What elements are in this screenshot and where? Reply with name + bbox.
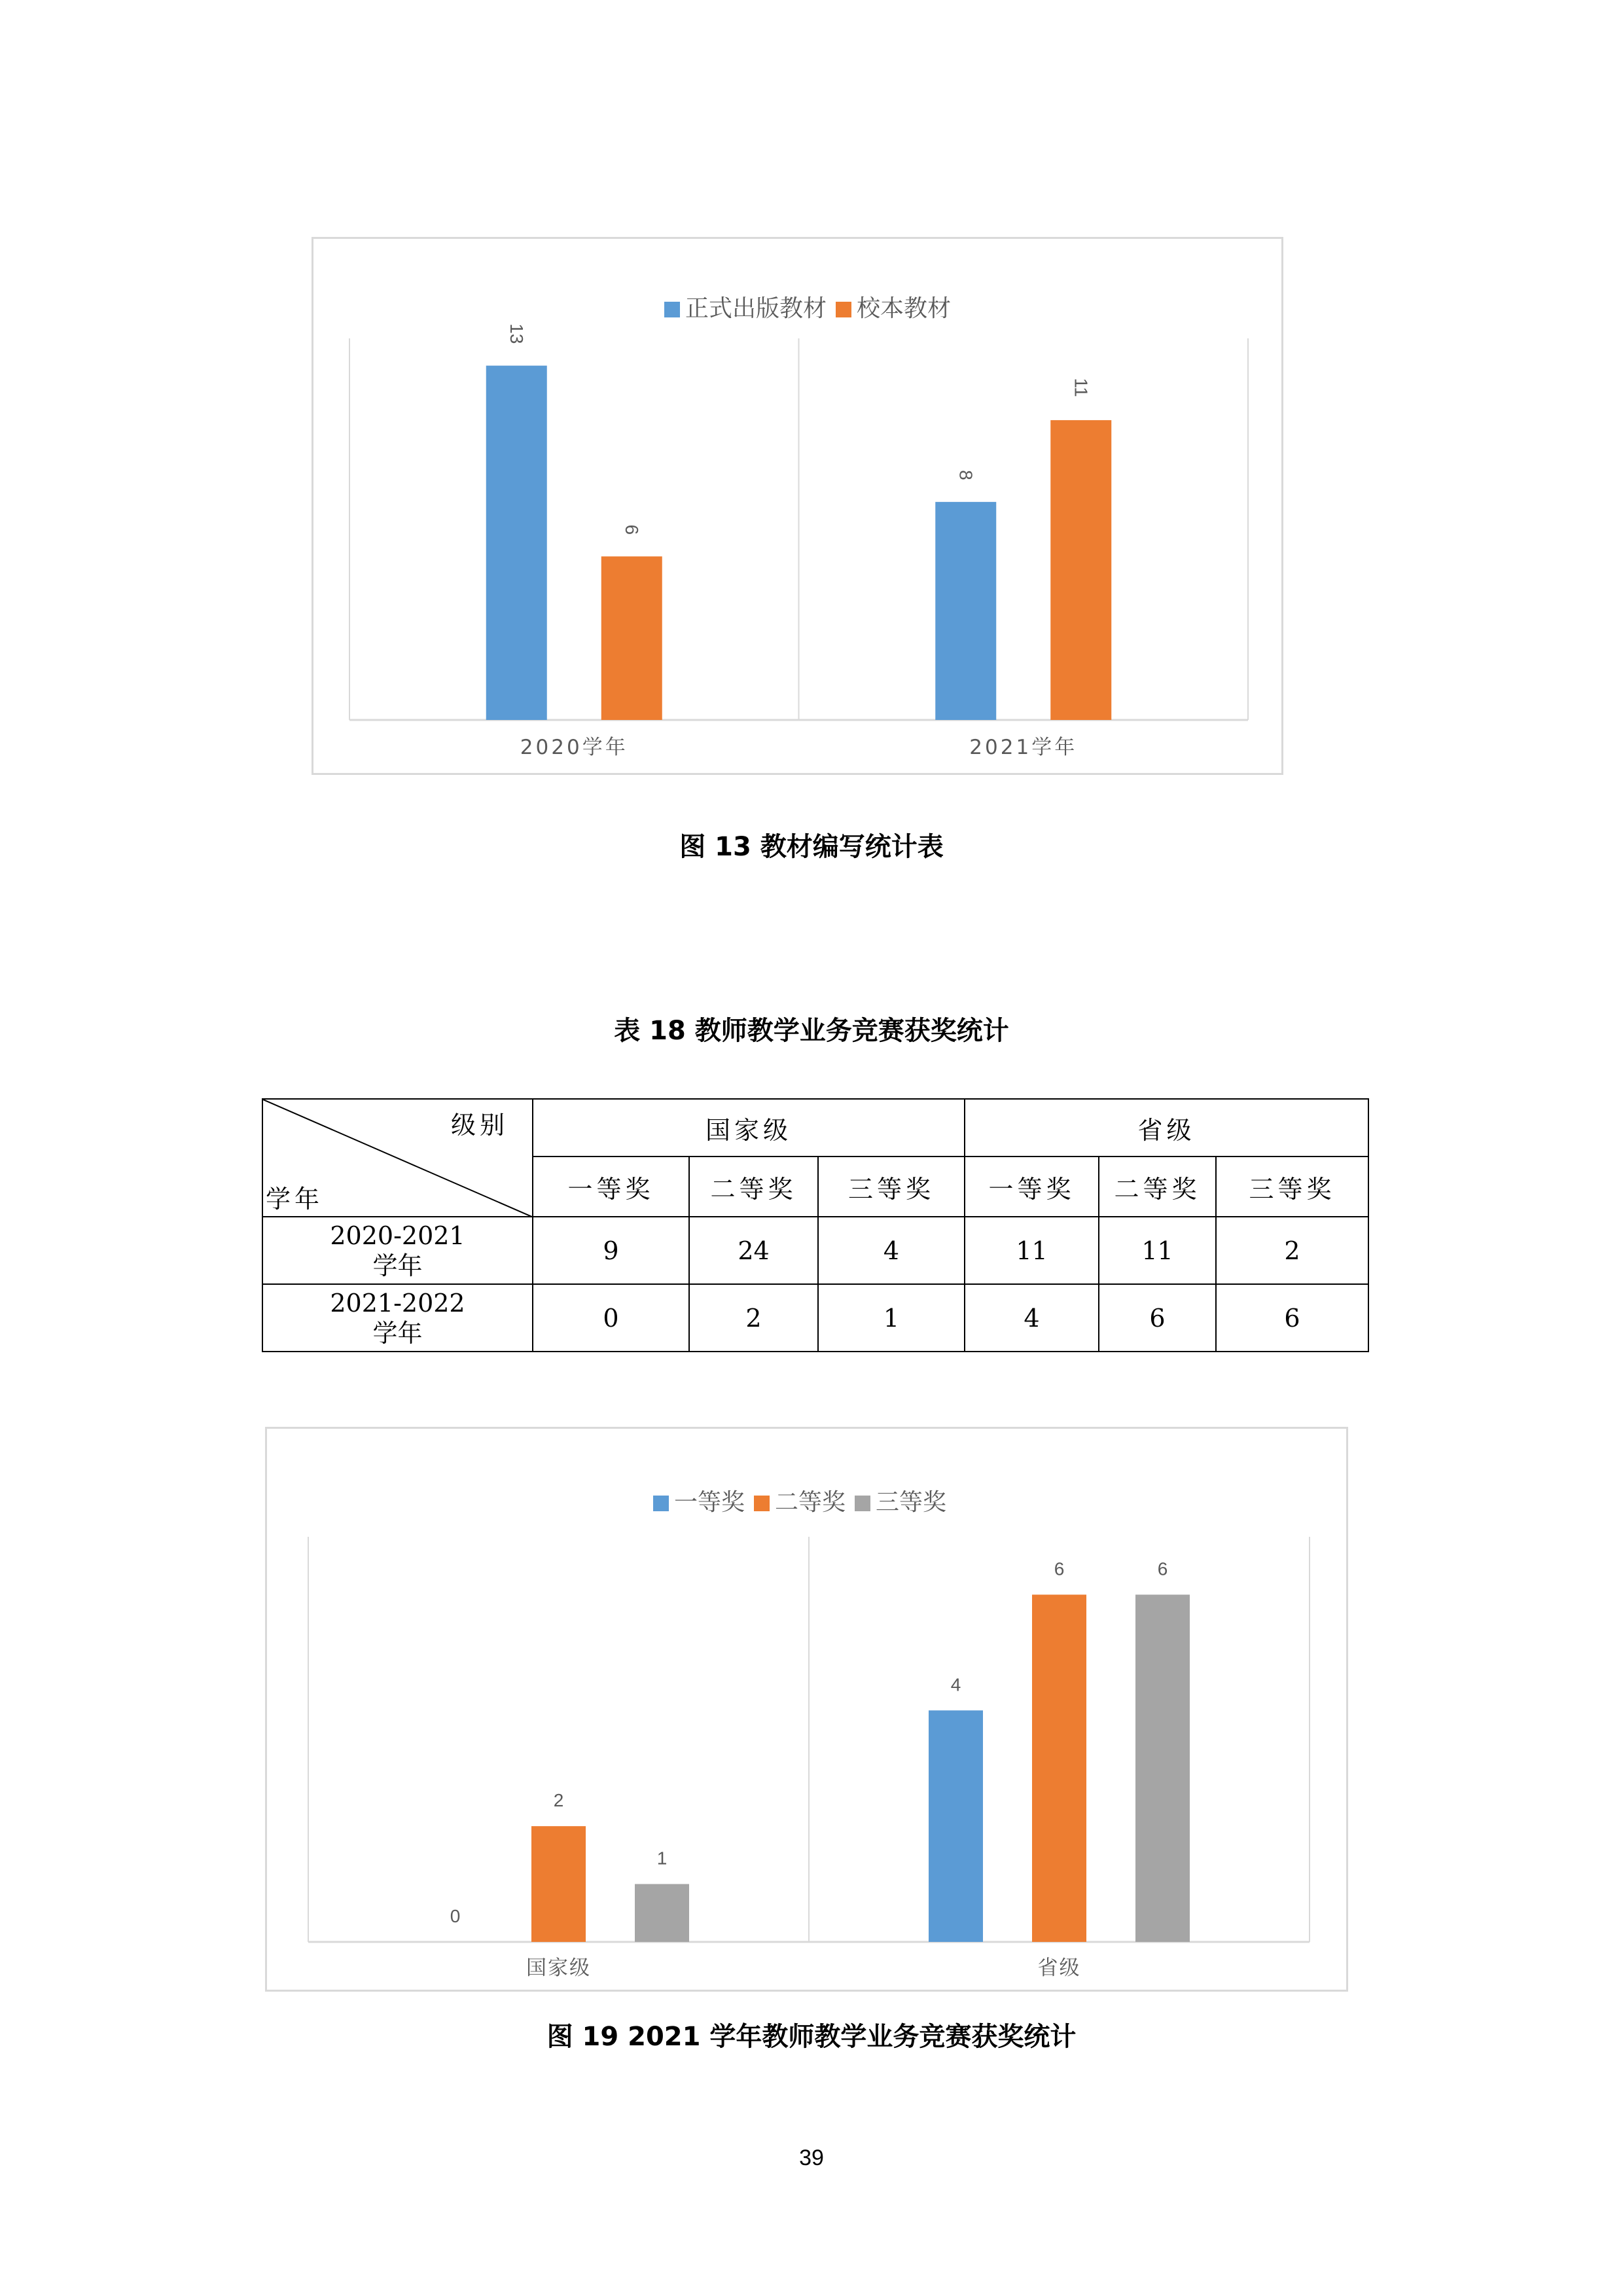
header-year-label: 学年 [266,1185,324,1213]
table-row [262,1284,1368,1352]
legend-label: 一等奖 [674,1489,745,1516]
group-header-national: 国家级 [533,1099,965,1157]
bar [1050,420,1111,720]
data-label: 4 [950,1674,961,1695]
row-year-range: 2021-2022 [330,1288,465,1318]
category-tick-label: 省级 [1037,1956,1081,1980]
data-label: 13 [506,323,527,344]
legend-label: 二等奖 [775,1489,846,1516]
bar [531,1826,586,1942]
bar [635,1884,689,1942]
header-level-label: 级别 [450,1111,508,1139]
table-cell: 6 [1099,1284,1216,1352]
category-tick-label: 2021学年 [969,736,1078,759]
category-tick-label: 2020学年 [520,736,628,759]
table-cell: 0 [533,1284,689,1352]
award-chart-caption: 图 19 2021 学年教师教学业务竞赛获奖统计 [546,2022,1077,2052]
award-table-title: 表 18 教师教学业务竞赛获奖统计 [614,1016,1009,1046]
data-label: 11 [1071,378,1092,397]
table-row [262,1217,1368,1284]
category-tick-label: 国家级 [526,1956,591,1980]
bar [1032,1594,1086,1942]
sub-header: 三等奖 [1216,1157,1368,1217]
textbook-chart [312,237,1283,775]
row-year-range: 2020-2021 [330,1221,465,1250]
legend-swatch [653,1496,669,1511]
group-header-provincial: 省级 [965,1099,1368,1157]
data-label: 2 [553,1790,564,1811]
bar [1135,1594,1190,1942]
legend-label: 校本教材 [857,295,952,322]
bar [486,366,547,720]
legend-swatch [664,302,680,317]
row-year-suffix: 学年 [372,1251,423,1280]
row-year-cell [262,1217,533,1284]
row-year-cell [262,1284,533,1352]
data-label: 6 [1157,1558,1168,1579]
sub-header: 一等奖 [965,1157,1099,1217]
table-corner-cell [262,1099,533,1217]
data-label: 6 [1054,1558,1065,1579]
table-cell: 9 [533,1217,689,1284]
table-cell: 4 [965,1284,1099,1352]
table-cell: 1 [818,1284,965,1352]
table-cell: 6 [1216,1284,1368,1352]
data-label: 8 [955,470,976,480]
table-cell: 4 [818,1217,965,1284]
table-cell: 11 [1099,1217,1216,1284]
award-chart-svg [267,1429,1350,1994]
data-label: 1 [656,1848,668,1869]
legend-label: 三等奖 [876,1489,947,1516]
legend-swatch [754,1496,770,1511]
table-cell: 2 [1216,1217,1368,1284]
table-cell: 24 [689,1217,818,1284]
bar [935,502,996,720]
sub-header: 二等奖 [689,1157,818,1217]
textbook-chart-svg [313,239,1285,777]
award-table [262,1098,1369,1352]
bar [929,1710,983,1942]
legend-swatch [855,1496,870,1511]
row-year-suffix: 学年 [372,1318,423,1348]
data-label: 6 [621,524,642,535]
table-cell: 11 [965,1217,1099,1284]
sub-header: 三等奖 [818,1157,965,1217]
table-cell: 2 [689,1284,818,1352]
sub-header: 一等奖 [533,1157,689,1217]
page-number: 39 [799,2145,824,2170]
bar [601,556,662,720]
award-chart [265,1427,1348,1992]
legend-label: 正式出版教材 [685,295,827,322]
textbook-chart-caption: 图 13 教材编写统计表 [679,832,944,862]
sub-header: 二等奖 [1099,1157,1216,1217]
data-label: 0 [450,1906,461,1926]
legend-swatch [836,302,851,317]
